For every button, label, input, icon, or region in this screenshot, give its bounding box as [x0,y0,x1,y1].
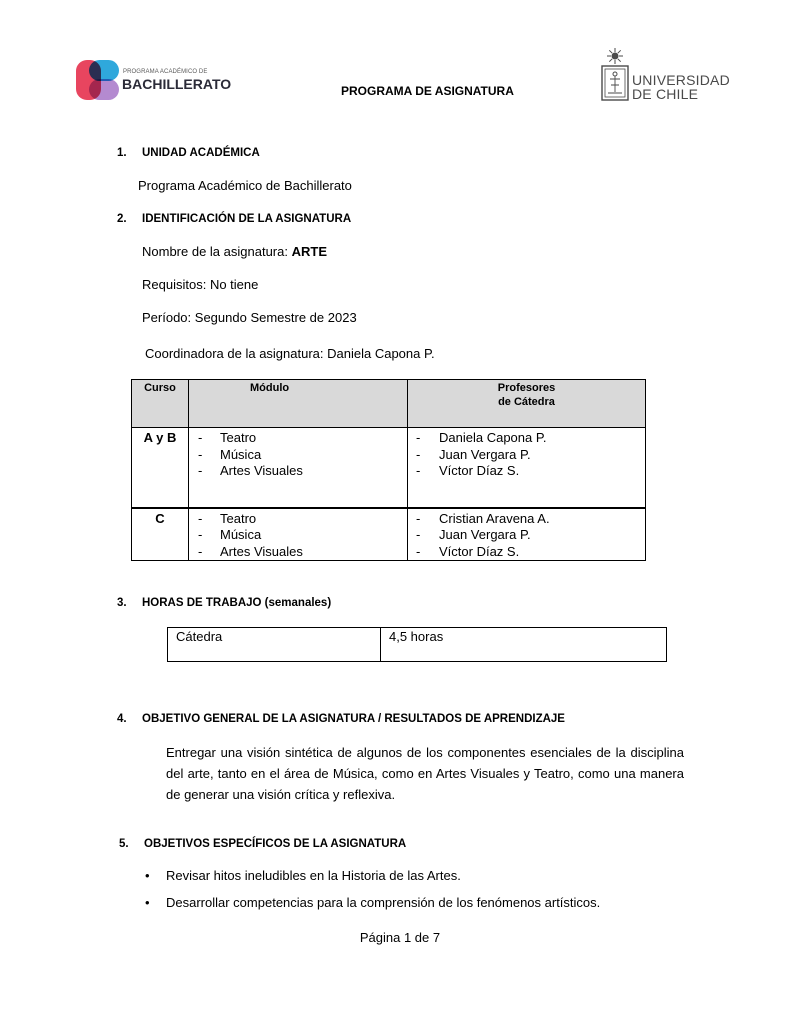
hours-amount-cell: 4,5 horas [381,628,667,662]
crest-star-ray [609,59,612,62]
section-title: OBJETIVO GENERAL DE LA ASIGNATURA / RESULTADOS DE APRENDIZAJE [142,713,565,725]
list-item: - Artes Visuales [189,544,407,561]
document-title: PROGRAMA DE ASIGNATURA [341,84,514,98]
list-item: - Víctor Díaz S. [408,544,645,561]
field-value: Segundo Semestre de 2023 [194,310,357,325]
course-table [131,379,646,561]
table-header-row [132,380,646,428]
field-label: Período: [142,310,192,325]
list-item: - Teatro [189,511,407,528]
section-number: 2. [117,213,127,225]
general-objective-paragraph: Entregar una visión sintética de algunos de los componentes esenciales de la disciplina del arte, tanto en el área de Música, como en Artes Visuales y Teatro, como una manera de generar una visión crítica y reflexiva. [166,745,684,802]
header-module: Módulo [189,380,408,428]
field-label: Nombre de la asignatura: [142,244,288,259]
list-item: - Víctor Díaz S. [408,463,645,480]
teachers-cell [408,508,646,561]
modules-list [189,430,407,480]
table-row [132,428,646,508]
table-row [132,508,646,561]
course-cell: A y B [132,428,189,508]
list-item: • Desarrollar competencias para la comprensión de los fenómenos artísticos. [145,895,600,911]
section-number: 3. [117,597,127,609]
hours-type-cell: Cátedra [168,628,381,662]
section-title: HORAS DE TRABAJO (semanales) [142,597,332,609]
crest-star-ray [618,50,621,53]
list-item: - Artes Visuales [189,463,407,480]
list-item: - Música [189,527,407,544]
university-crest-graphic [600,47,630,102]
crest-star-ray [609,50,612,53]
crest-figure-head [613,72,617,76]
specific-objectives-list [145,868,600,922]
program-logo-line2: BACHILLERATO [122,76,232,92]
field-value: ARTE [291,244,327,259]
program-logo-line1: PROGRAMA ACADÉMICO DE [123,69,208,75]
section-number: 1. [117,147,127,159]
table-row [168,628,667,662]
list-item: - Juan Vergara P. [408,447,645,464]
modules-cell [189,428,408,508]
university-logo-line2: DE CHILE [632,86,699,102]
header-teachers-line2: de Cátedra [498,396,555,408]
course-cell: C [132,508,189,561]
period-field [142,310,357,326]
section-3-heading [117,595,331,611]
hours-table [167,627,667,662]
teachers-list [408,511,645,561]
field-value: No tiene [209,277,259,292]
list-item: - Cristian Aravena A. [408,511,645,528]
crest-figure-body [608,76,622,93]
section-title: OBJETIVOS ESPECÍFICOS DE LA ASIGNATURA [144,838,407,850]
header-course: Curso [132,380,189,428]
coordinator-field [145,346,435,362]
academic-unit-text: Programa Académico de Bachillerato [138,178,352,193]
field-label: Requisitos: [142,277,207,292]
crest-star-ray [618,59,621,62]
list-item: - Juan Vergara P. [408,527,645,544]
section-2-heading [117,211,351,227]
section-number: 5. [119,838,129,850]
field-label: Coordinadora de la asignatura: [145,346,324,361]
header-teachers [408,380,646,428]
bachillerato-logo-graphic [76,60,120,101]
teachers-cell [408,428,646,508]
logo-lower-bowl-shape [89,79,119,100]
requirements-field [142,277,258,293]
section-4-heading [117,711,565,727]
list-item: - Daniela Capona P. [408,430,645,447]
section-1-heading [117,145,260,161]
modules-list [189,511,407,561]
course-name-field [142,244,327,260]
crest-star-center [612,53,618,59]
list-item: - Música [189,447,407,464]
header-teachers-line1: Profesores [497,382,556,394]
section-title: UNIDAD ACADÉMICA [142,147,260,159]
list-item: • Revisar hitos ineludibles en la Historia de las Artes. [145,868,600,884]
section-5-heading [119,836,406,852]
university-crest-icon [600,47,630,107]
logo-upper-bowl-shape [89,60,119,81]
bachillerato-logo-icon [76,60,120,106]
section-title: IDENTIFICACIÓN DE LA ASIGNATURA [142,213,352,225]
list-item: - Teatro [189,430,407,447]
university-logo-line1: UNIVERSIDAD [632,72,730,88]
page-number: Página 1 de 7 [359,930,441,945]
teachers-list [408,430,645,480]
section-number: 4. [117,713,127,725]
field-value: Daniela Capona P. [327,346,435,361]
modules-cell [189,508,408,561]
